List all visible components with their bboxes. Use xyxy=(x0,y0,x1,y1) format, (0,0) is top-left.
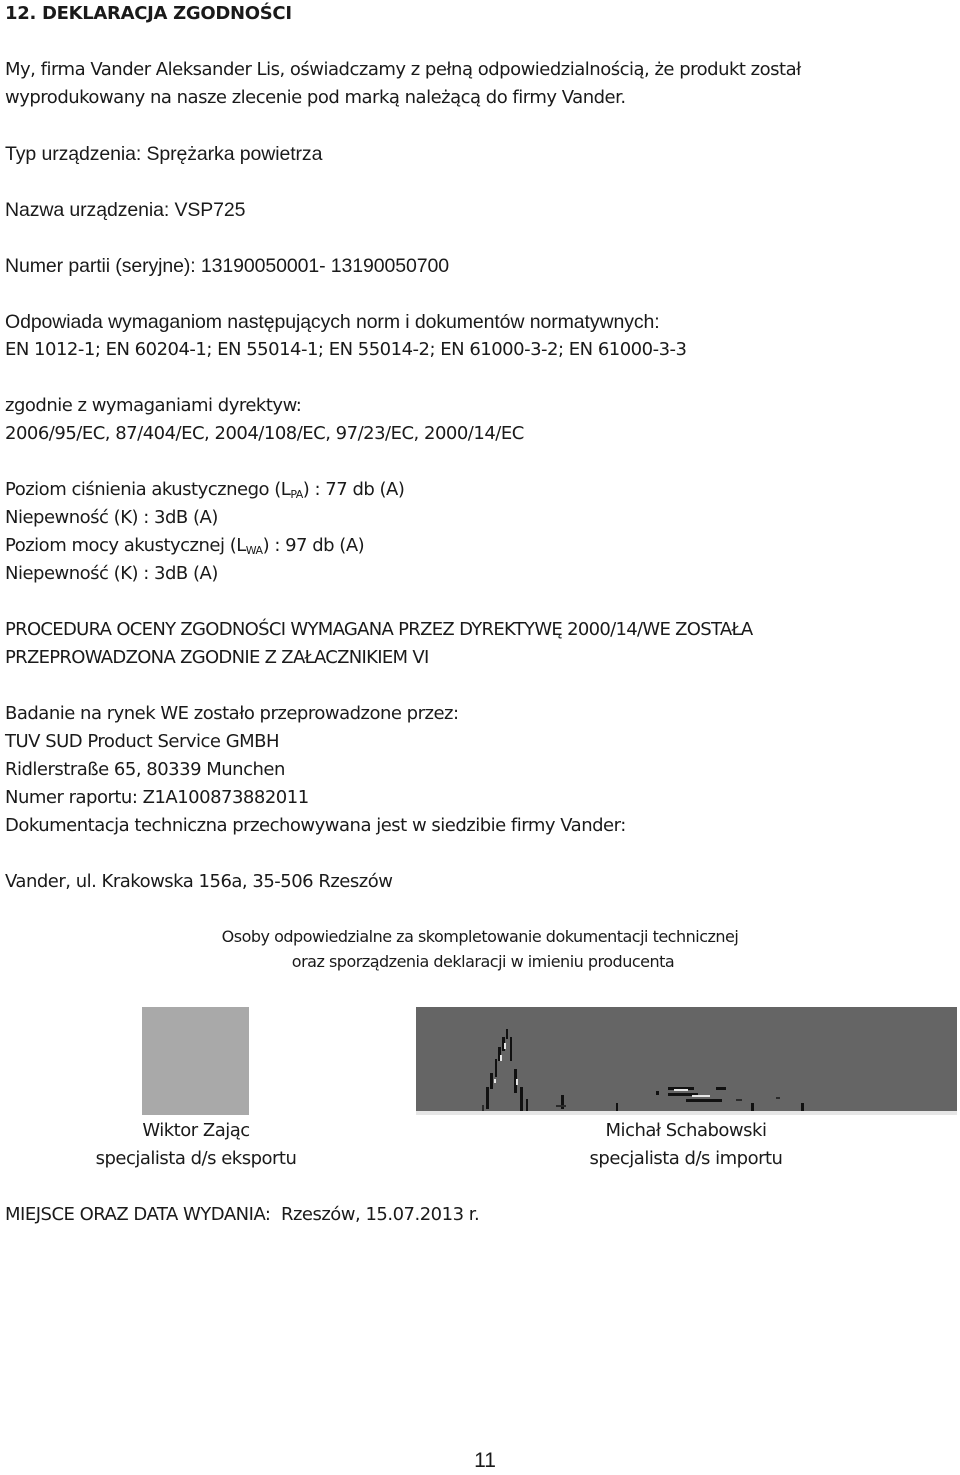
place-and-date: MIEJSCE ORAZ DATA WYDANIA: Rzeszów, 15.07.2013 r. xyxy=(5,1204,480,1225)
device-serial: Numer partii (seryjne): 13190050001- 13190050700 xyxy=(5,255,449,277)
report-number: Numer raportu: Z1A100873882011 xyxy=(5,787,309,808)
directives-list: 2006/95/EC, 87/404/EC, 2004/108/EC, 97/23/EC, 2000/14/EC xyxy=(5,423,524,444)
signature-image-left xyxy=(142,1007,249,1115)
acoustic-pressure-level: Poziom ciśnienia akustycznego $(L_{PA})$ : 77 db (A) xyxy=(5,479,405,501)
directives-label: zgodnie z wymaganiami dyrektyw: xyxy=(5,395,302,416)
norms-label: Odpowiada wymaganiom następujących norm i dokumentów normatywnych: xyxy=(5,311,660,333)
procedure-line-2: PRZEPROWADZONA ZGODNIE Z ZAŁACZNIKIEM VI xyxy=(5,647,429,668)
uncertainty-1: Niepewność (K) : 3dB (A) xyxy=(5,507,218,528)
signatory-role-left: specjalista d/s eksportu xyxy=(95,1148,297,1169)
signatory-role-right: specjalista d/s importu xyxy=(589,1148,783,1169)
device-type: Typ urządzenia: Sprężarka powietrza xyxy=(5,143,323,165)
company-address: Vander, ul. Krakowska 156a, 35-506 Rzeszów xyxy=(5,871,393,892)
signatory-name-right: Michał Schabowski xyxy=(605,1120,767,1141)
uncertainty-2: Niepewność (K) : 3dB (A) xyxy=(5,563,218,584)
testing-address: Ridlerstraße 65, 80339 Munchen xyxy=(5,759,285,780)
procedure-line-1: PROCEDURA OCENY ZGODNOŚCI WYMAGANA PRZEZ DYREKTYWĘ 2000/14/WE ZOSTAŁA xyxy=(5,619,753,640)
signatory-name-left: Wiktor Zając xyxy=(142,1120,250,1141)
norms-list: EN 1012-1; EN 60204-1; EN 55014-1; EN 55014-2; EN 61000-3-2; EN 61000-3-3 xyxy=(5,339,687,360)
intro-line-2: wyprodukowany na nasze zlecenie pod marką należącą do firmy Vander. xyxy=(5,87,626,108)
acoustic-power-level: Poziom mocy akustycznej $(L_{WA})$ : 97 db (A) xyxy=(5,535,365,557)
technical-docs-location: Dokumentacja techniczna przechowywana jest w siedzibie firmy Vander: xyxy=(5,815,626,836)
page-number: 11 xyxy=(474,1449,496,1472)
responsible-line-2: oraz sporządzenia deklaracji w imieniu producenta xyxy=(291,952,675,971)
signature-image-right xyxy=(416,1007,957,1115)
page-heading: 12. DEKLARACJA ZGODNOŚCI xyxy=(5,3,292,24)
intro-line-1: My, firma Vander Aleksander Lis, oświadczamy z pełną odpowiedzialnością, że produkt został xyxy=(5,59,801,80)
testing-company: TUV SUD Product Service GMBH xyxy=(5,731,280,752)
testing-label: Badanie na rynek WE zostało przeprowadzone przez: xyxy=(5,703,459,724)
device-name: Nazwa urządzenia: VSP725 xyxy=(5,199,246,221)
responsible-line-1: Osoby odpowiedzialne za skompletowanie dokumentacji technicznej xyxy=(221,927,739,946)
